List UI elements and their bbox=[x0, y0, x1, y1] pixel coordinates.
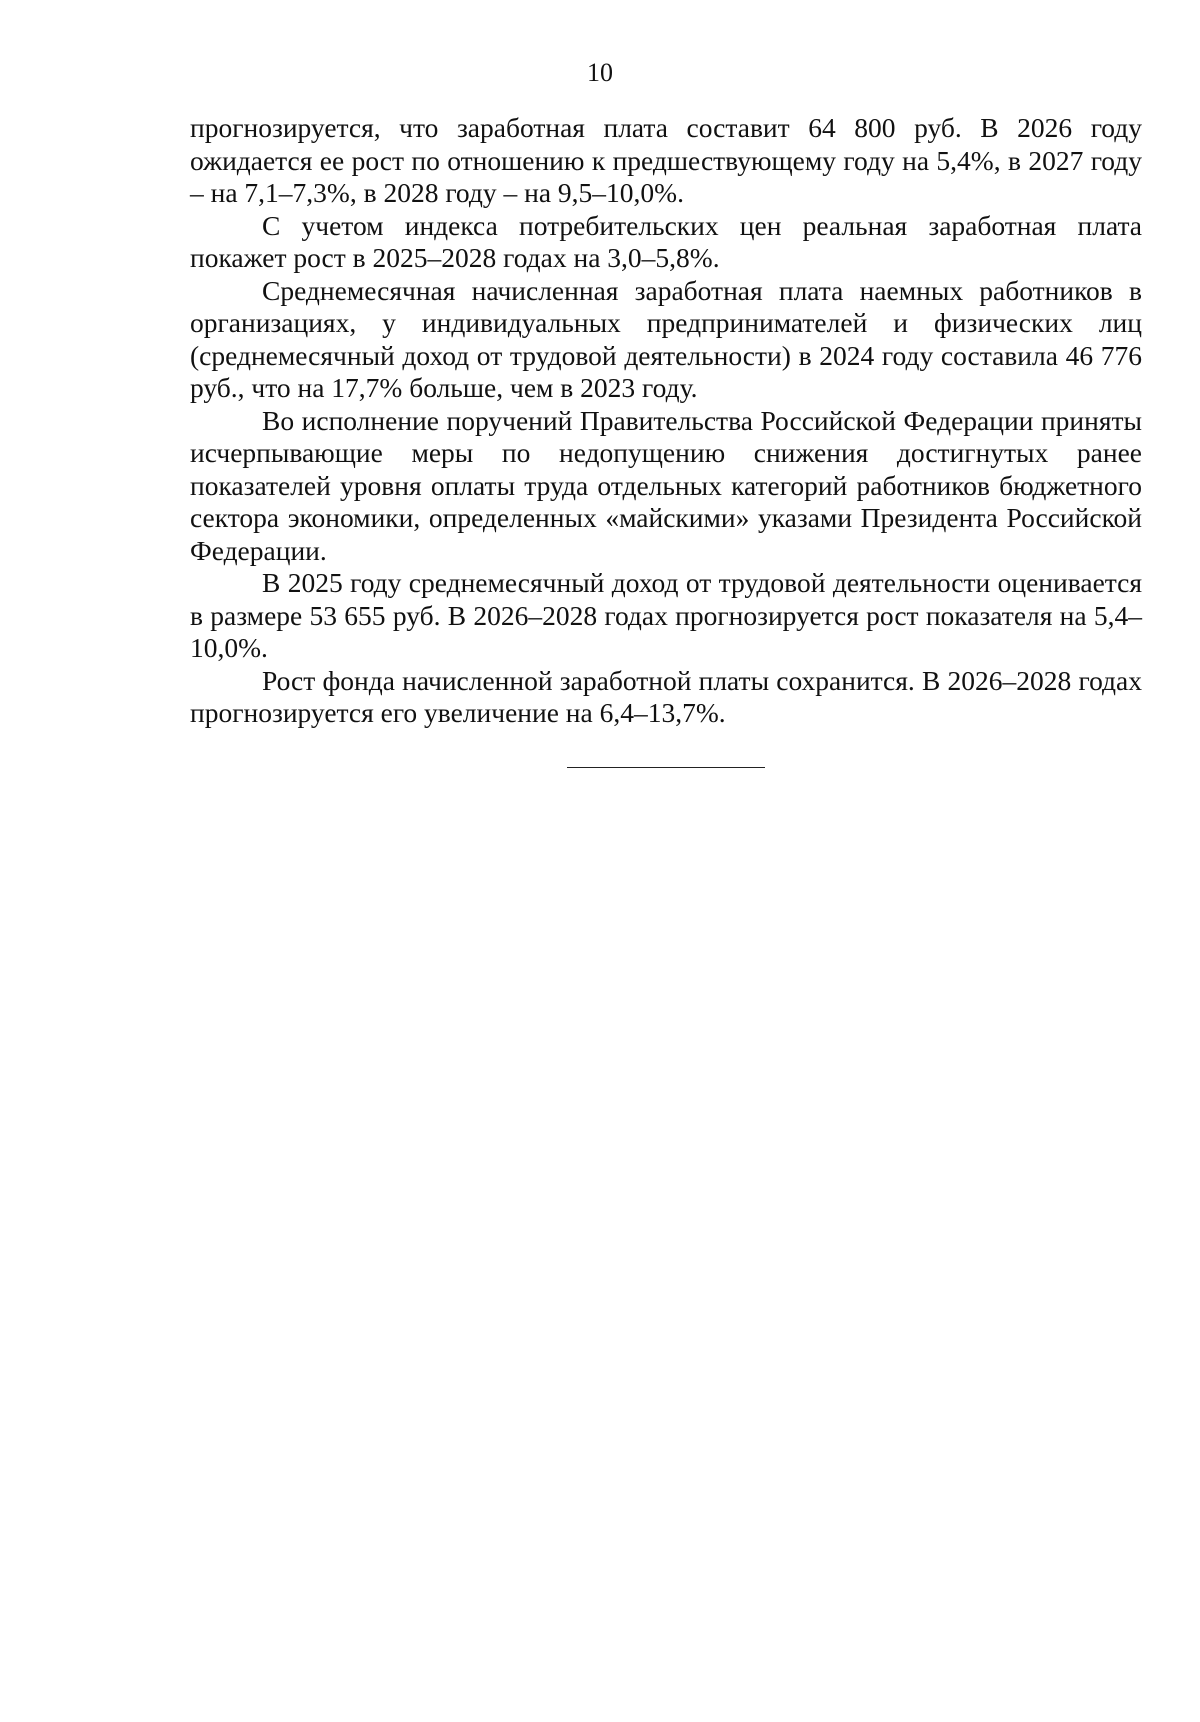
document-body bbox=[190, 112, 1142, 730]
paragraph-wage-forecast-continuation: прогнозируется, что заработная плата составит 64 800 руб. В 2026 году ожидается ее рост по отношению к предшествующему году на 5,4%, в 2027 году – на 7,1–7,3%, в 2028 году – на 9,5–10,0%. bbox=[190, 112, 1142, 208]
end-of-section-rule bbox=[567, 767, 765, 768]
page-number: 10 bbox=[587, 58, 613, 87]
paragraph-real-wage: С учетом индекса потребительских цен реальная заработная плата покажет рост в 2025–2028 годах на 3,0–5,8%. bbox=[190, 209, 1142, 273]
paragraph-government-instructions: Во исполнение поручений Правительства Российской Федерации приняты исчерпывающие меры по недопущению снижения достигнутых ранее показателей уровня оплаты труда отдельных категорий работников бюджетного сектора экономики, определенных «майскими» указами Президента Российской Федерации. bbox=[190, 404, 1142, 566]
paragraph-income-2025: В 2025 году среднемесячный доход от трудовой деятельности оценивается в размере 53 655 руб. В 2026–2028 годах прогнозируется рост показателя на 5,4–10,0%. bbox=[190, 567, 1142, 663]
paragraph-average-monthly-wage: Среднемесячная начисленная заработная плата наемных работников в организациях, у индивидуальных предпринимателей и физических лиц (среднемесячный доход от трудовой деятельности) в 2024 году составила 46 776 руб., что на 17,7% больше, чем в 2023 году. bbox=[190, 274, 1142, 403]
paragraph-wage-fund: Рост фонда начисленной заработной платы сохранится. В 2026–2028 годах прогнозируется его увеличение на 6,4–13,7%. bbox=[190, 664, 1142, 728]
